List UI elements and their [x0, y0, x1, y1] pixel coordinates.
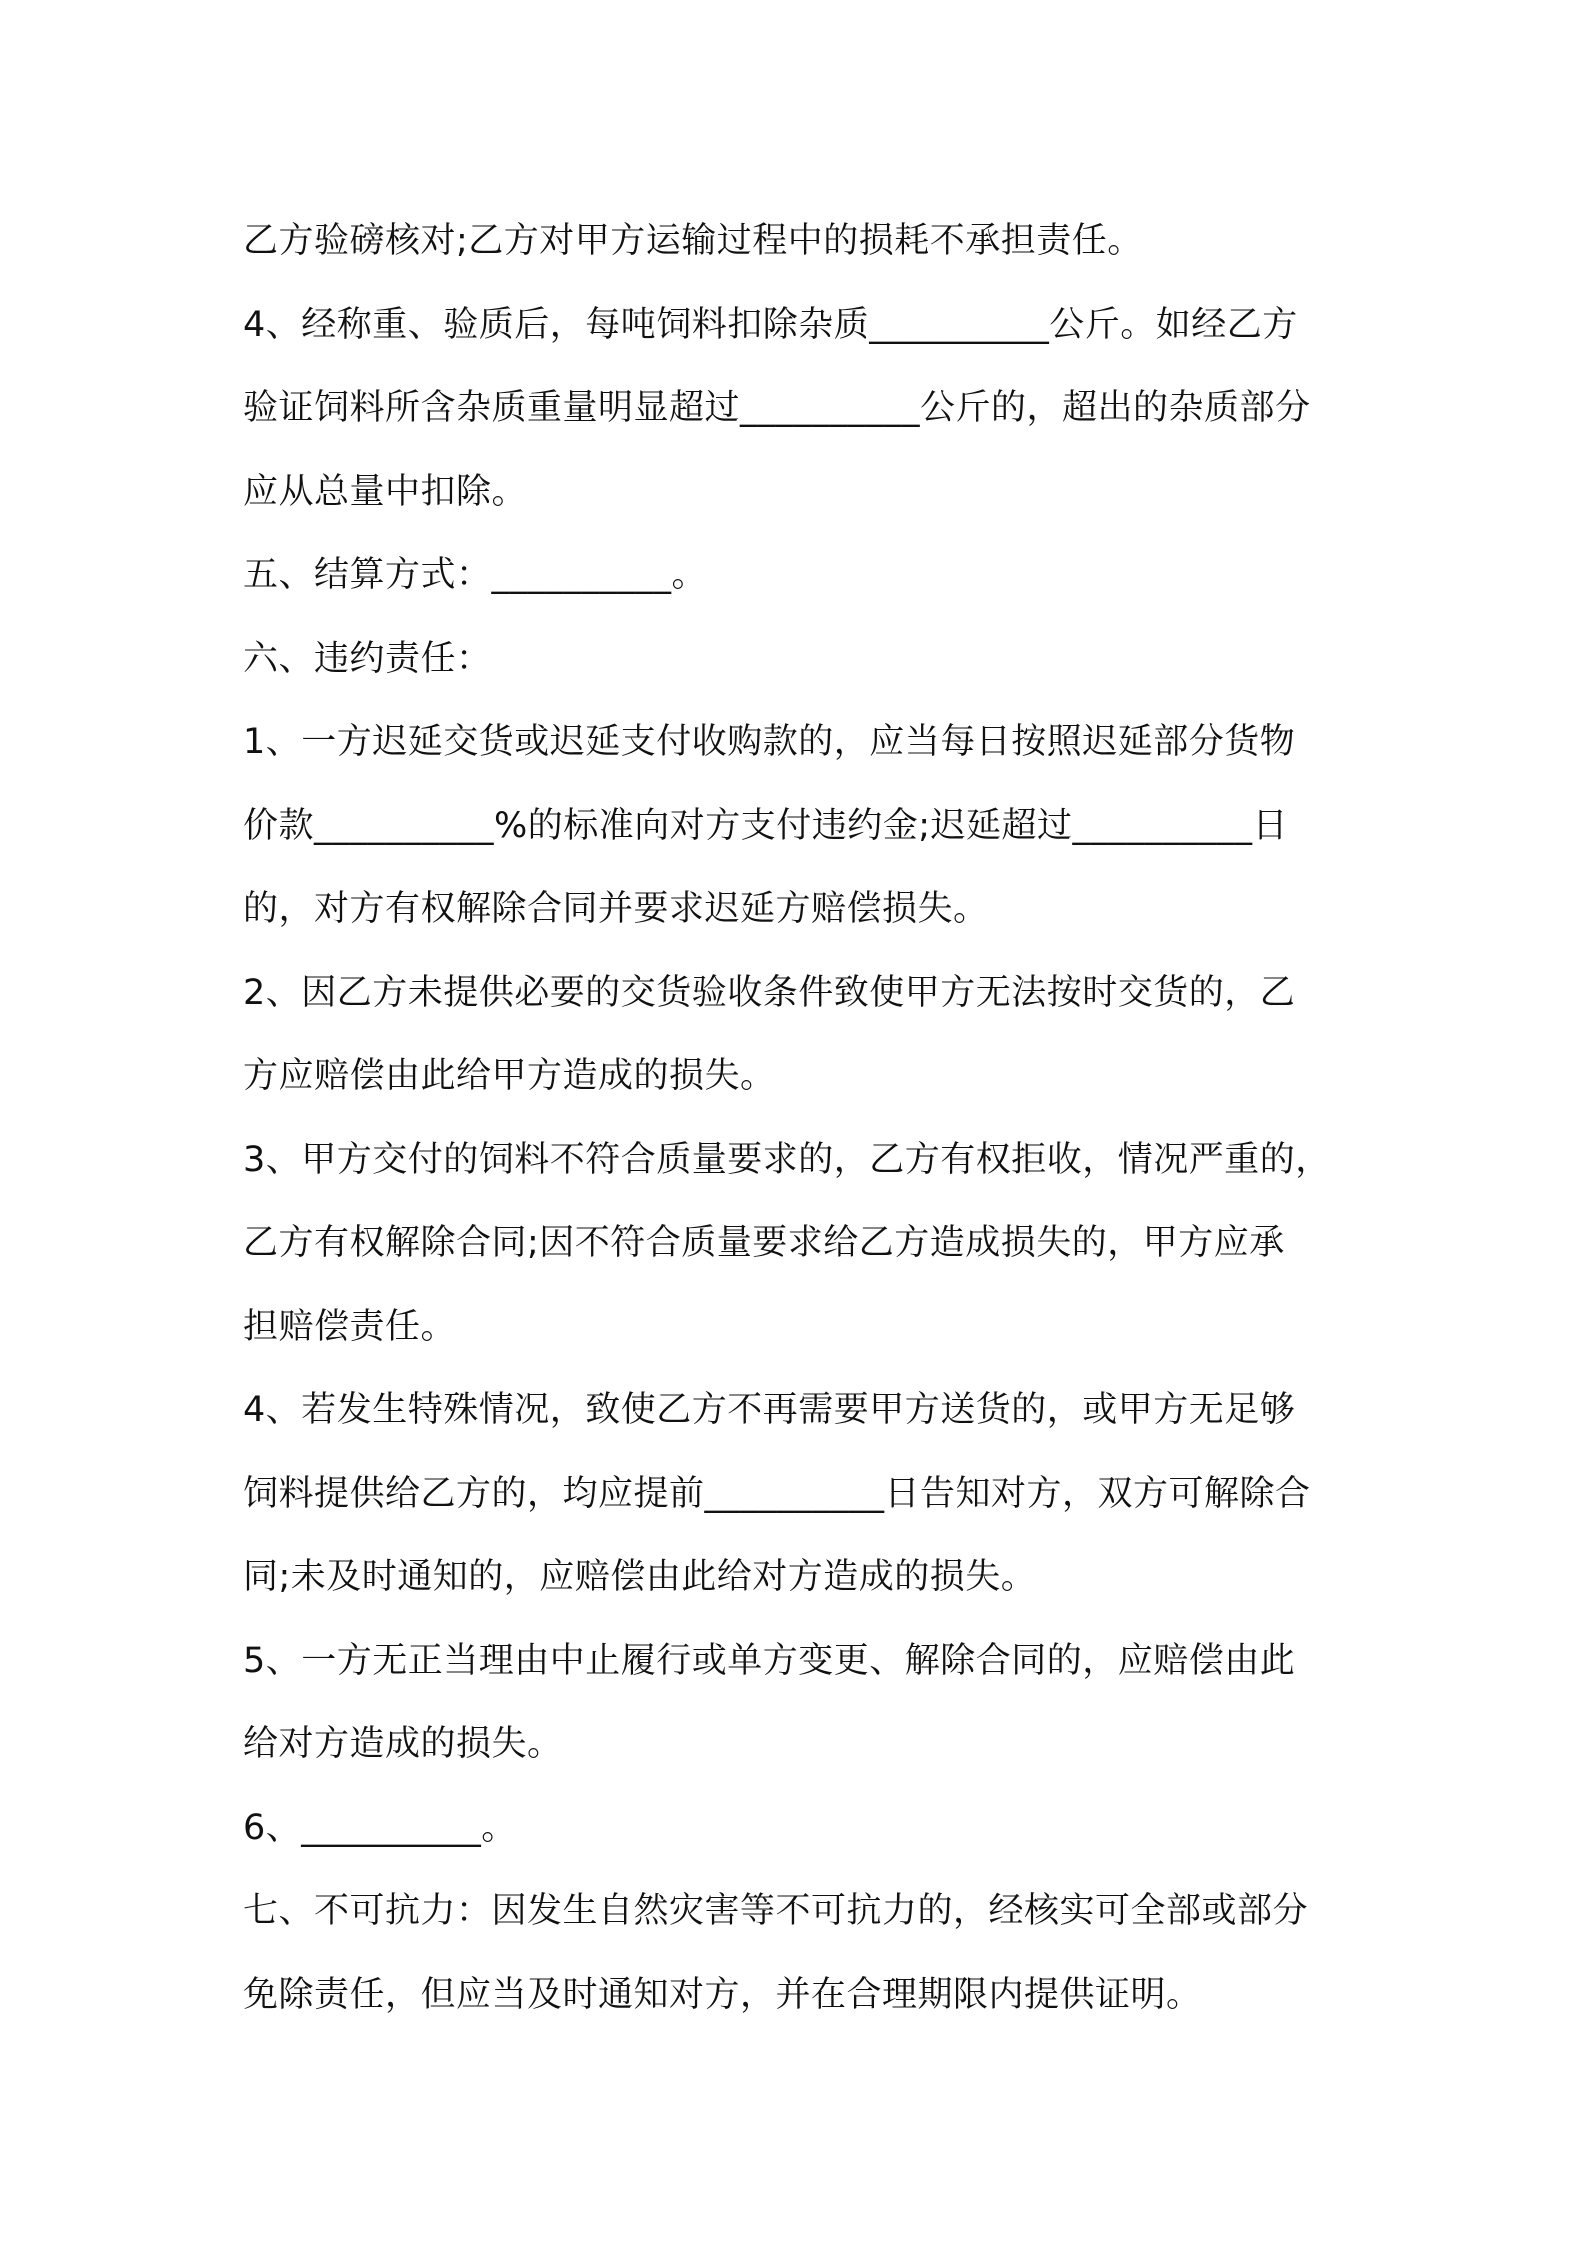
text-line: 应从总量中扣除。	[243, 471, 528, 512]
text-line: 4、若发生特殊情况，致使乙方不再需要甲方送货的，或甲方无足够	[243, 1390, 1296, 1430]
text-line: 3、甲方交付的饲料不符合质量要求的，乙方有权拒收，情况严重的，	[243, 1139, 1331, 1180]
text-line: 免除责任，但应当及时通知对方，并在合理期限内提供证明。	[243, 1974, 1202, 2015]
document-body	[243, 200, 1363, 2037]
text-line: 1、一方迟延交货或迟延支付收购款的，应当每日按照迟延部分货物	[243, 722, 1296, 762]
section-heading: 七、不可抗力：因发生自然灾害等不可抗力的，经核实可全部或部分	[243, 1891, 1309, 1931]
text-line: 饲料提供给乙方的，均应提前__________日告知对方，双方可解除合	[243, 1473, 1311, 1514]
text-line: 5、一方无正当理由中止履行或单方变更、解除合同的，应赔偿由此	[243, 1640, 1296, 1681]
text-line: 乙方验磅核对;乙方对甲方运输过程中的损耗不承担责任。	[243, 221, 1143, 261]
text-line: 乙方有权解除合同;因不符合质量要求给乙方造成损失的，甲方应承	[243, 1223, 1285, 1263]
text-line: 担赔偿责任。	[243, 1306, 457, 1347]
text-line: 方应赔偿由此给甲方造成的损失。	[243, 1056, 776, 1096]
text-line: 6、__________。	[243, 1807, 517, 1848]
section-heading: 六、违约责任：	[243, 638, 492, 679]
text-line: 的，对方有权解除合同并要求迟延方赔偿损失。	[243, 889, 989, 929]
text-line: 4、经称重、验质后，每吨饲料扣除杂质__________公斤。如经乙方	[243, 304, 1298, 345]
text-line: 给对方造成的损失。	[243, 1724, 563, 1764]
text-line: 价款__________%的标准向对方支付违约金;迟延超过__________日	[243, 805, 1289, 846]
text-line: 验证饲料所含杂质重量明显超过__________公斤的，超出的杂质部分	[243, 388, 1311, 428]
text-line: 同;未及时通知的，应赔偿由此给对方造成的损失。	[243, 1557, 1037, 1597]
text-line: 2、因乙方未提供必要的交货验收条件致使甲方无法按时交货的，乙	[243, 972, 1296, 1013]
section-heading: 五、结算方式：__________。	[243, 555, 708, 595]
